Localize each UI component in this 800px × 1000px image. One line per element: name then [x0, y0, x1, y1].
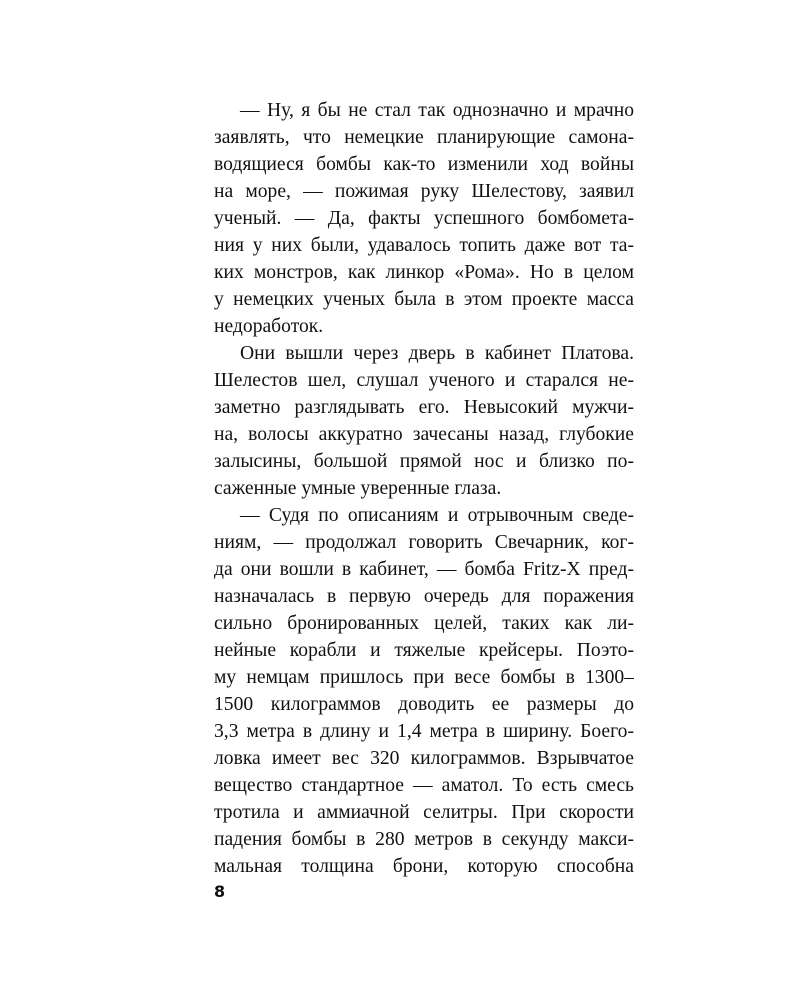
text-line: 1500 килограммов доводить ее размеры до — [214, 694, 634, 715]
text-line: му немцам пришлось при весе бомбы в 1300– — [214, 667, 634, 688]
text-line: на, волосы аккуратно зачесаны назад, глубокие — [214, 424, 634, 445]
text-line: заметно разглядывать его. Невысокий мужчи- — [214, 397, 634, 418]
text-line: заявлять, что немецкие планирующие самона- — [214, 127, 634, 148]
text-line: у немецких ученых была в этом проекте масса — [214, 289, 634, 310]
text-line: ловка имеет вес 320 килограммов. Взрывчатое — [214, 748, 634, 769]
text-line: — Судя по описаниям и отрывочным сведе- — [240, 505, 634, 526]
text-line: назначалась в первую очередь для поражения — [214, 586, 634, 607]
text-line: тротила и аммиачной селитры. При скорости — [214, 802, 634, 823]
text-line: залысины, большой прямой нос и близко по- — [214, 451, 634, 472]
text-line: нейные корабли и тяжелые крейсеры. Поэто- — [214, 640, 634, 661]
text-line: — Ну, я бы не стал так однозначно и мрачно — [240, 100, 634, 121]
text-line: Шелестов шел, слушал ученого и старался не- — [214, 370, 634, 391]
text-line: водящиеся бомбы как-то изменили ход войны — [214, 154, 634, 175]
text-line: саженные умные уверенные глаза. — [214, 478, 502, 499]
text-line: недоработок. — [214, 316, 324, 337]
page-number: 8 — [214, 882, 226, 901]
text-line: на море, — пожимая руку Шелестову, заявил — [214, 181, 634, 202]
text-line: ученый. — Да, факты успешного бомбомета- — [214, 208, 634, 229]
body-text — [214, 97, 634, 880]
text-line: падения бомбы в 280 метров в секунду макси- — [214, 829, 634, 850]
text-line: ниям, — продолжал говорить Свечарник, ког- — [214, 532, 634, 553]
text-line: вещество стандартное — аматол. То есть смесь — [214, 775, 634, 796]
text-line: ния у них были, удавалось топить даже вот та- — [214, 235, 634, 256]
text-line: ких монстров, как линкор «Рома». Но в целом — [214, 262, 634, 283]
text-line: мальная толщина брони, которую способна — [214, 856, 634, 877]
text-line: Они вышли через дверь в кабинет Платова. — [240, 343, 634, 364]
text-line: 3,3 метра в длину и 1,4 метра в ширину. Боего- — [214, 721, 634, 742]
text-line: да они вошли в кабинет, — бомба Fritz-X пред- — [214, 559, 634, 580]
text-line: сильно бронированных целей, таких как ли- — [214, 613, 634, 634]
